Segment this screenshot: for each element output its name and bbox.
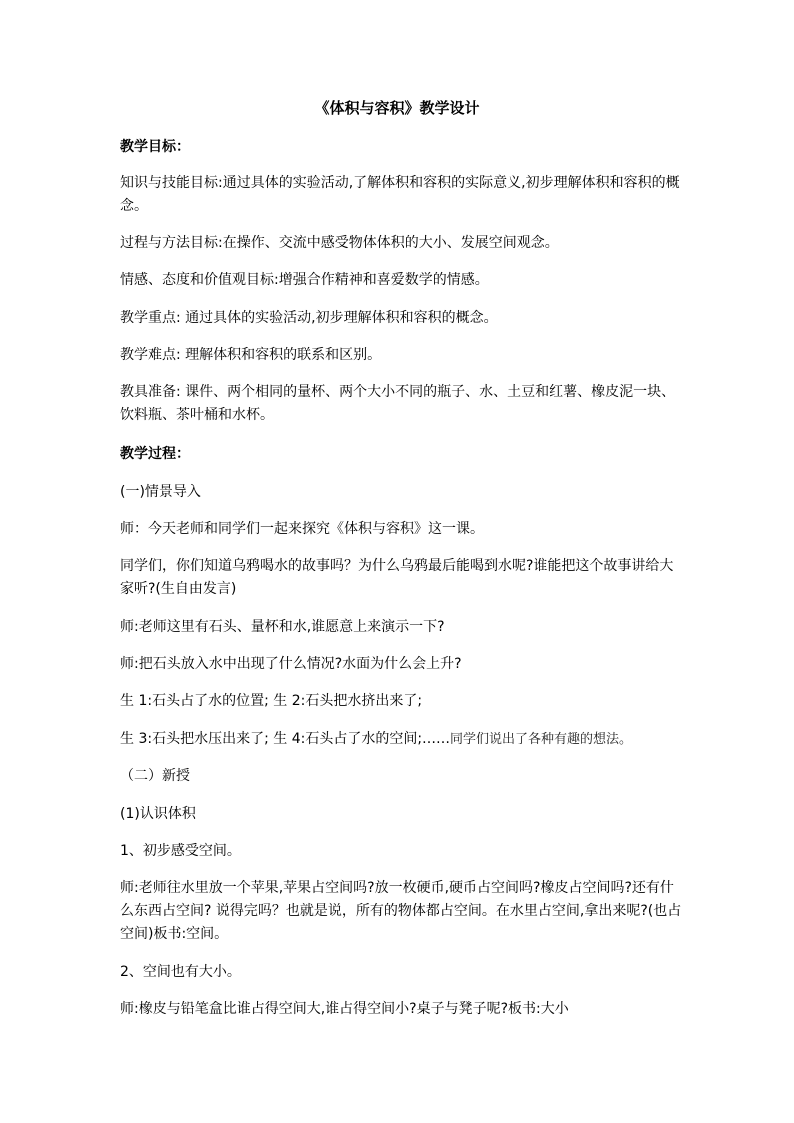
paragraph-emotion-goal: 情感、态度和价值观目标:增强合作精神和喜爱数学的情感。 [120,272,489,288]
paragraph-student-answers-2 [120,728,682,751]
paragraph-materials: 教具准备: 课件、两个相同的量杯、两个大小不同的瓶子、水、土豆和红薯、橡皮泥一块、饮料瓶、茶叶桶和水杯。 [120,384,676,423]
document-title: 《体积与容积》教学设计 [314,99,480,117]
paragraph-difficulty: 教学难点: 理解体积和容积的联系和区别。 [120,347,382,363]
paragraph-knowledge-goal: 知识与技能目标:通过具体的实验活动,了解体积和容积的实际意义,初步理解体积和容积的概念。 [120,175,680,214]
section-situation-intro: (一)情景导入 [120,484,201,500]
student-answers-2-note: 同学们说出了各种有趣的想法。 [450,732,633,747]
subsection-know-volume: (1)认识体积 [120,806,196,822]
paragraph-process-goal: 过程与方法目标:在操作、交流中感受物体体积的大小、发展空间观念。 [120,235,559,251]
paragraph-teacher-question: 师:把石头放入水中出现了什么情况?水面为什么会上升? [120,656,462,672]
paragraph-student-answers-1: 生 1:石头占了水的位置; 生 2:石头把水挤出来了; [120,693,423,709]
student-answers-2-main: 生 3:石头把水压出来了; 生 4:石头占了水的空间;…… [120,731,451,747]
step-space-size: 2、空间也有大小。 [120,964,241,980]
paragraph-teacher-apple: 师:老师往水里放一个苹果,苹果占空间吗?放一枚硬币,硬币占空间吗?橡皮占空间吗?还有什么东西占空间? 说得完吗？也就是说，所有的物体都占空间。在水里占空间,拿出来呢?(也占空间)板书:空间。 [120,880,682,942]
paragraph-teacher-demo: 师:老师这里有石头、量杯和水,谁愿意上来演示一下? [120,619,445,635]
section-new-lesson: （二）新授 [120,768,190,784]
paragraph-key-point: 教学重点: 通过具体的实验活动,初步理解体积和容积的概念。 [120,310,498,326]
paragraph-teacher-compare: 师:橡皮与铅笔盒比谁占得空间大,谁占得空间小?桌子与凳子呢?板书:大小 [120,1001,569,1017]
paragraph-teacher-intro: 师：今天老师和同学们一起来探究《体积与容积》这一课。 [120,521,484,537]
paragraph-crow-question: 同学们，你们知道乌鸦喝水的故事吗？为什么乌鸦最后能喝到水呢?谁能把这个故事讲给大家听?(生自由发言) [120,558,674,597]
heading-teaching-goals: 教学目标： [120,139,190,155]
heading-teaching-process: 教学过程： [120,446,190,462]
step-feel-space: 1、初步感受空间。 [120,843,241,859]
